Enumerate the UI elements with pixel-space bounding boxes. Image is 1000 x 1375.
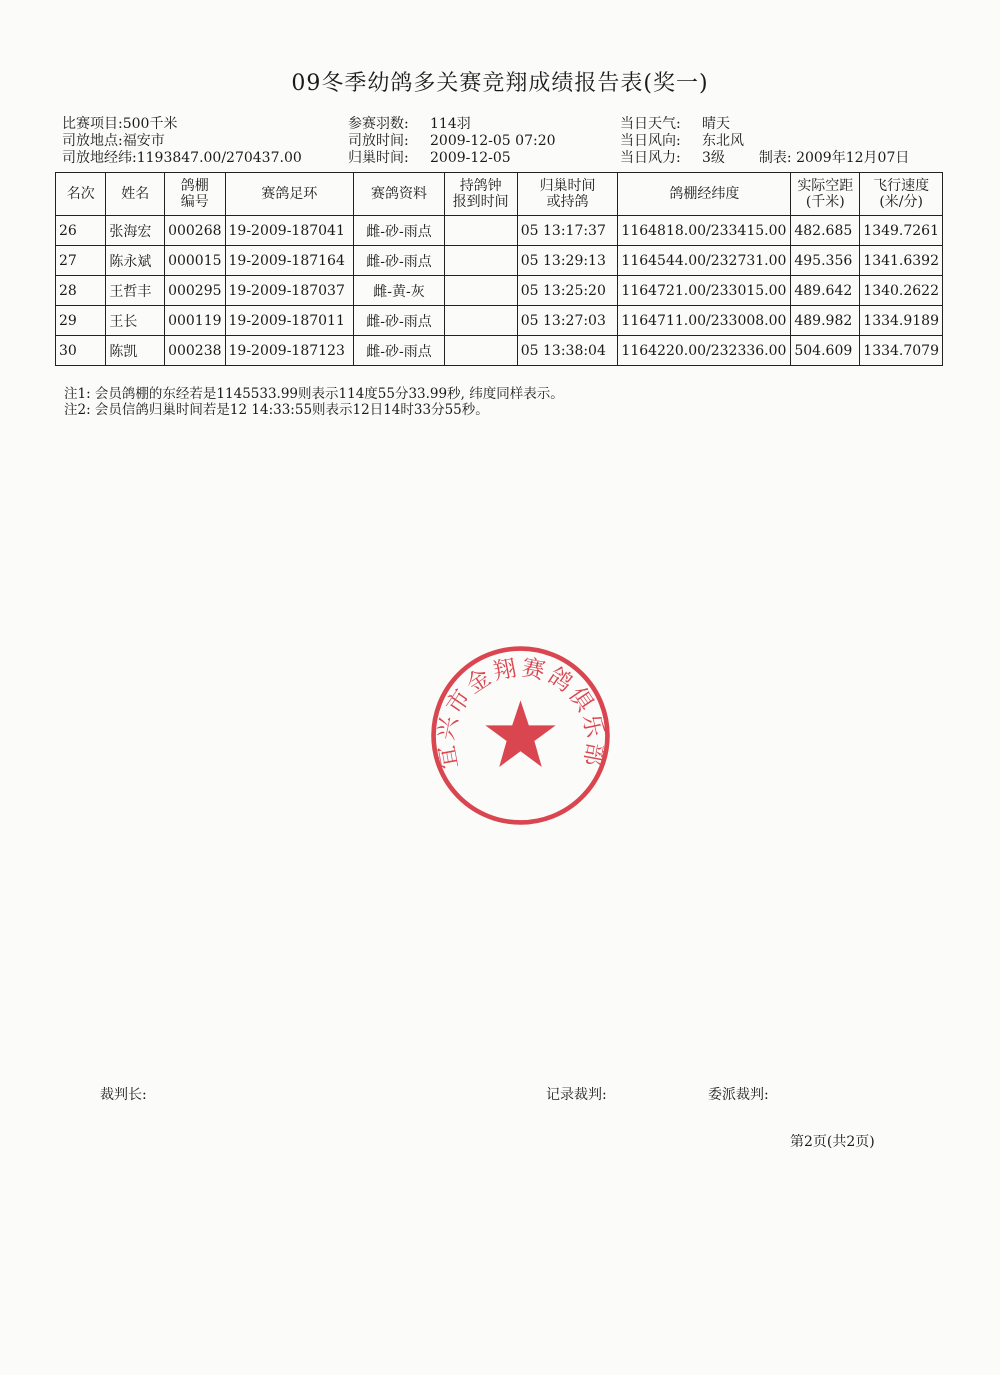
meta-label: 当日风力: [620, 150, 681, 166]
cell-arrival-time: 05 13:38:04 [517, 336, 618, 366]
cell-name: 王哲丰 [106, 276, 165, 306]
chief-referee-label: 裁判长: [100, 1087, 147, 1103]
meta-value: 福安市 [122, 133, 165, 149]
meta-value: 2009-12-05 07:20 [430, 133, 556, 149]
meta-label: 司放地点: [62, 133, 123, 149]
table-row [56, 306, 943, 336]
cell-ring: 19-2009-187011 [225, 306, 354, 336]
cell-name: 陈永斌 [106, 246, 165, 276]
header-ring: 赛鸽足环 [225, 173, 354, 216]
cell-rank: 27 [56, 246, 106, 276]
table-row [56, 276, 943, 306]
note-2: 注2: 会员信鸽归巢时间若是12 14:33:55则表示12日14时33分55秒。 [64, 402, 489, 418]
header-loft-id: 鸽棚 编号 [165, 173, 225, 216]
note-1: 注1: 会员鸽棚的东经若是1145533.99则表示114度55分33.99秒, 纬度同样表示。 [64, 386, 564, 402]
header-pigeon-info: 赛鸽资料 [354, 173, 444, 216]
table-row [56, 216, 943, 246]
cell-loft-id: 000015 [165, 246, 225, 276]
header-name: 姓名 [106, 173, 165, 216]
meta-label: 当日风向: [620, 133, 681, 149]
meta-value: 东北风 [702, 133, 744, 149]
cell-speed: 1334.7079 [860, 336, 943, 366]
cell-speed: 1340.2622 [860, 276, 943, 306]
meta-value: 500千米 [122, 116, 178, 132]
cell-name: 张海宏 [106, 216, 165, 246]
cell-coordinates: 1164544.00/232731.00 [618, 246, 791, 276]
meta-value: 114羽 [430, 116, 471, 132]
cell-ring: 19-2009-187164 [225, 246, 354, 276]
cell-speed: 1349.7261 [860, 216, 943, 246]
meta-label: 参赛羽数: [348, 116, 409, 132]
cell-clock-time [444, 216, 517, 246]
header-clock-time: 持鸽钟 报到时间 [444, 173, 517, 216]
cell-distance: 504.609 [791, 336, 860, 366]
meta-label: 司放时间: [348, 133, 409, 149]
header-distance: 实际空距 (千米) [791, 173, 860, 216]
meta-value: 1193847.00/270437.00 [136, 150, 302, 166]
cell-coordinates: 1164818.00/233415.00 [618, 216, 791, 246]
cell-clock-time [444, 276, 517, 306]
table-row [56, 246, 943, 276]
meta-value: 2009-12-05 [430, 150, 511, 166]
cell-loft-id: 000295 [165, 276, 225, 306]
cell-rank: 28 [56, 276, 106, 306]
report-title: 09冬季幼鸽多关赛竞翔成绩报告表(奖一) [291, 71, 709, 96]
meta-label: 司放地经纬: [62, 150, 137, 166]
cell-pigeon-info: 雌-砂-雨点 [354, 246, 444, 276]
cell-pigeon-info: 雌-砂-雨点 [354, 336, 444, 366]
cell-loft-id: 000238 [165, 336, 225, 366]
meta-label: 比赛项目: [62, 116, 123, 132]
cell-arrival-time: 05 13:27:03 [517, 306, 618, 336]
page-number: 第2页(共2页) [790, 1134, 875, 1150]
cell-ring: 19-2009-187041 [225, 216, 354, 246]
meta-value: 晴天 [702, 116, 730, 132]
cell-clock-time [444, 336, 517, 366]
table-header-row [56, 173, 943, 216]
cell-coordinates: 1164711.00/233008.00 [618, 306, 791, 336]
cell-distance: 495.356 [791, 246, 860, 276]
cell-speed: 1341.6392 [860, 246, 943, 276]
meta-value: 3级 [702, 150, 725, 166]
cell-distance: 489.642 [791, 276, 860, 306]
cell-rank: 30 [56, 336, 106, 366]
recording-referee-label: 记录裁判: [546, 1087, 607, 1103]
meta-column-2 [348, 116, 556, 167]
cell-pigeon-info: 雌-砂-雨点 [354, 306, 444, 336]
cell-rank: 29 [56, 306, 106, 336]
cell-distance: 489.982 [791, 306, 860, 336]
cell-rank: 26 [56, 216, 106, 246]
meta-label: 当日天气: [620, 116, 681, 132]
meta-label: 归巢时间: [348, 150, 409, 166]
seal-text: 宜兴市金翔赛鸽俱乐部 [432, 654, 609, 771]
club-seal-stamp [428, 643, 613, 828]
cell-coordinates: 1164721.00/233015.00 [618, 276, 791, 306]
cell-ring: 19-2009-187037 [225, 276, 354, 306]
header-speed: 飞行速度 (米/分) [860, 173, 943, 216]
cell-arrival-time: 05 13:29:13 [517, 246, 618, 276]
results-table [55, 172, 943, 366]
cell-clock-time [444, 306, 517, 336]
seal-star-icon [485, 700, 555, 767]
delegated-referee-label: 委派裁判: [708, 1087, 769, 1103]
cell-arrival-time: 05 13:17:37 [517, 216, 618, 246]
cell-name: 陈凯 [106, 336, 165, 366]
cell-distance: 482.685 [791, 216, 860, 246]
header-rank: 名次 [56, 173, 106, 216]
report-date: 制表: 2009年12月07日 [758, 150, 910, 166]
cell-loft-id: 000119 [165, 306, 225, 336]
cell-ring: 19-2009-187123 [225, 336, 354, 366]
cell-pigeon-info: 雌-黄-灰 [354, 276, 444, 306]
meta-column-1 [62, 116, 302, 167]
table-row [56, 336, 943, 366]
cell-speed: 1334.9189 [860, 306, 943, 336]
meta-column-3 [620, 116, 909, 167]
cell-arrival-time: 05 13:25:20 [517, 276, 618, 306]
header-arrival-time: 归巢时间 或持鸽 [517, 173, 618, 216]
header-coordinates: 鸽棚经纬度 [618, 173, 791, 216]
cell-pigeon-info: 雌-砂-雨点 [354, 216, 444, 246]
cell-loft-id: 000268 [165, 216, 225, 246]
cell-coordinates: 1164220.00/232336.00 [618, 336, 791, 366]
notes [64, 386, 564, 418]
cell-clock-time [444, 246, 517, 276]
cell-name: 王长 [106, 306, 165, 336]
